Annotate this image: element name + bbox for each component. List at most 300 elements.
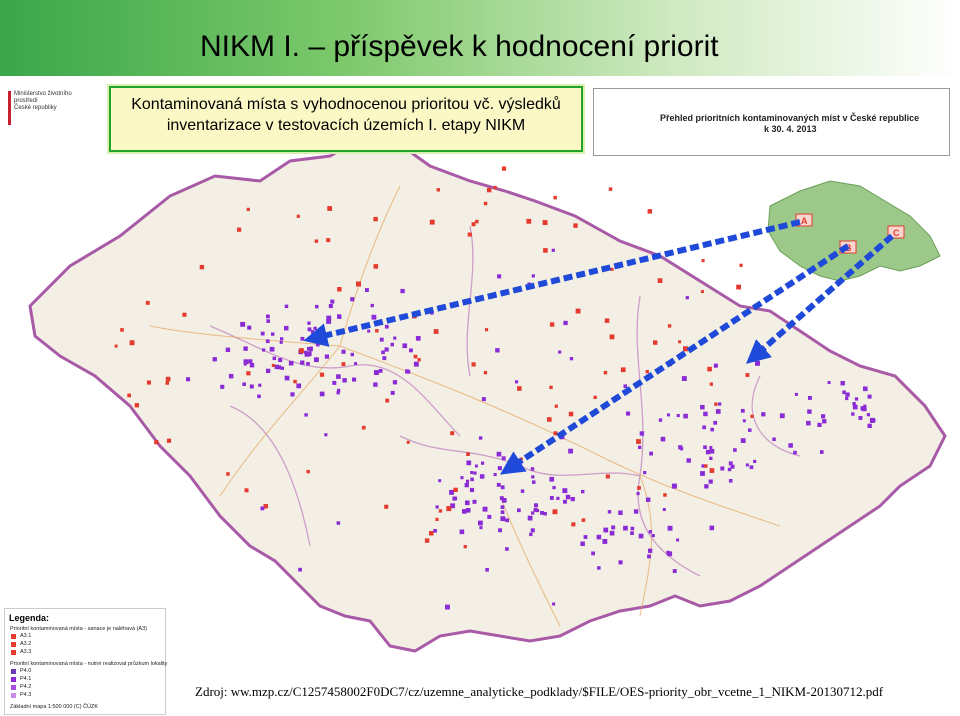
- site-marker: [501, 485, 505, 489]
- site-marker: [743, 419, 746, 422]
- site-marker: [591, 552, 595, 556]
- site-marker: [393, 337, 396, 340]
- site-marker: [540, 511, 544, 515]
- site-marker: [639, 534, 644, 539]
- site-marker: [146, 301, 150, 305]
- site-marker: [497, 274, 501, 278]
- site-marker: [324, 433, 327, 436]
- site-marker: [862, 406, 867, 411]
- site-marker: [266, 315, 270, 319]
- site-marker: [807, 409, 811, 413]
- site-marker: [646, 498, 650, 502]
- site-marker: [611, 526, 615, 530]
- page-title: NIKM I. – příspěvek k hodnocení priorit: [200, 30, 719, 63]
- site-marker: [429, 531, 434, 536]
- site-marker: [556, 497, 559, 500]
- site-marker: [285, 376, 290, 381]
- site-marker: [534, 503, 538, 507]
- site-marker: [851, 412, 854, 415]
- site-marker: [609, 187, 613, 191]
- site-marker: [246, 371, 250, 375]
- site-marker: [307, 351, 312, 356]
- overview-title: Přehled prioritních kontaminovaných míst v České republice: [660, 113, 920, 123]
- site-marker: [563, 321, 567, 325]
- site-marker: [484, 202, 487, 205]
- site-marker: [570, 357, 573, 360]
- site-marker: [391, 343, 395, 347]
- site-marker: [391, 391, 395, 395]
- site-marker: [229, 374, 234, 379]
- site-marker: [517, 508, 521, 512]
- site-marker: [581, 490, 584, 493]
- site-marker: [409, 348, 413, 352]
- site-marker: [703, 445, 707, 449]
- site-marker: [750, 465, 754, 469]
- site-marker: [663, 508, 666, 511]
- site-marker: [326, 238, 330, 242]
- site-marker: [266, 339, 270, 343]
- site-marker: [624, 384, 628, 388]
- site-marker: [350, 297, 354, 301]
- site-marker: [465, 501, 470, 506]
- site-marker: [733, 448, 737, 452]
- site-marker: [653, 340, 657, 344]
- site-marker: [468, 233, 472, 237]
- site-marker: [569, 412, 574, 417]
- logo-line2: České republiky: [14, 105, 57, 111]
- site-marker: [414, 362, 419, 367]
- site-marker: [470, 471, 473, 474]
- site-marker: [643, 471, 646, 474]
- site-marker: [135, 403, 139, 407]
- site-marker: [470, 488, 474, 492]
- site-marker: [352, 378, 356, 382]
- site-marker: [342, 350, 346, 354]
- site-marker: [337, 521, 341, 525]
- site-marker: [250, 363, 254, 367]
- site-marker: [845, 397, 848, 400]
- site-marker: [342, 362, 346, 366]
- site-marker: [580, 542, 585, 547]
- site-marker: [307, 470, 310, 473]
- site-marker: [500, 516, 505, 521]
- site-marker: [663, 493, 667, 497]
- site-marker: [553, 196, 557, 200]
- site-marker: [714, 364, 718, 368]
- site-marker: [494, 473, 497, 476]
- site-marker: [795, 393, 798, 396]
- site-marker: [284, 326, 289, 331]
- legend-item-a33: A3.3: [20, 649, 32, 655]
- site-marker: [362, 426, 366, 430]
- site-marker: [552, 486, 555, 489]
- site-marker: [186, 377, 190, 381]
- site-marker: [680, 447, 683, 450]
- site-marker: [330, 300, 334, 304]
- site-marker: [498, 466, 502, 470]
- site-marker: [404, 344, 407, 347]
- site-marker: [631, 527, 635, 531]
- site-marker: [702, 426, 706, 430]
- site-marker: [244, 363, 247, 366]
- site-marker: [761, 412, 765, 416]
- site-marker: [462, 509, 467, 514]
- site-marker: [648, 209, 653, 214]
- site-marker: [487, 188, 491, 192]
- site-marker: [289, 361, 294, 366]
- site-marker: [271, 332, 274, 335]
- legend-item-p40: P4.0: [20, 668, 32, 674]
- site-marker: [780, 413, 785, 418]
- site-marker: [414, 355, 418, 359]
- site-marker: [618, 511, 623, 516]
- site-marker: [626, 412, 630, 416]
- inset-label-a: A: [801, 216, 808, 226]
- site-marker: [325, 355, 329, 359]
- site-marker: [606, 474, 610, 478]
- site-marker: [301, 337, 305, 341]
- site-marker: [261, 332, 265, 336]
- site-marker: [710, 526, 715, 531]
- site-marker: [483, 507, 488, 512]
- site-marker: [683, 414, 688, 419]
- site-marker: [434, 329, 439, 334]
- site-marker: [326, 316, 331, 321]
- site-marker: [740, 264, 743, 267]
- legend-item-a32: A3.2: [20, 641, 32, 647]
- site-marker: [460, 476, 463, 479]
- site-marker: [584, 535, 588, 539]
- site-marker: [381, 351, 385, 355]
- site-marker: [418, 358, 421, 361]
- site-marker: [562, 488, 567, 493]
- site-marker: [306, 362, 310, 366]
- site-marker: [380, 338, 384, 342]
- site-marker: [558, 351, 561, 354]
- site-marker: [700, 471, 705, 476]
- site-marker: [716, 409, 721, 414]
- site-marker: [528, 516, 533, 521]
- site-marker: [753, 460, 756, 463]
- site-marker: [529, 533, 532, 536]
- site-marker: [285, 305, 289, 309]
- site-marker: [384, 505, 388, 509]
- site-marker: [261, 507, 265, 511]
- site-marker: [605, 529, 608, 532]
- site-marker: [704, 484, 708, 488]
- site-marker: [120, 328, 124, 332]
- legend-swatch-p42: [11, 685, 16, 690]
- site-marker: [237, 228, 241, 232]
- site-marker: [772, 438, 776, 442]
- site-marker: [480, 474, 485, 479]
- site-marker: [502, 456, 506, 460]
- site-marker: [582, 518, 586, 522]
- site-marker: [605, 318, 610, 323]
- site-marker: [497, 452, 502, 457]
- site-marker: [320, 373, 324, 377]
- site-marker: [242, 382, 246, 386]
- site-marker: [375, 329, 379, 333]
- site-marker: [466, 461, 471, 466]
- site-marker: [806, 421, 811, 426]
- site-marker: [342, 378, 346, 382]
- site-marker: [248, 359, 252, 363]
- site-marker: [571, 497, 575, 501]
- site-marker: [720, 467, 724, 471]
- site-marker: [479, 526, 482, 529]
- site-marker: [550, 496, 554, 500]
- site-marker: [630, 531, 634, 535]
- site-marker: [532, 480, 536, 484]
- site-marker: [604, 371, 608, 375]
- subtitle-line1: Kontaminovaná místa s vyhodnocenou prioritou vč. výsledků: [131, 96, 561, 113]
- site-marker: [304, 413, 307, 416]
- site-marker: [313, 327, 316, 330]
- site-marker: [872, 419, 875, 422]
- legend-title: Legenda:: [9, 613, 50, 623]
- site-marker: [465, 483, 469, 487]
- site-marker: [746, 373, 750, 377]
- site-marker: [515, 380, 518, 383]
- site-marker: [868, 395, 872, 399]
- site-marker: [552, 603, 555, 606]
- site-marker: [741, 438, 746, 443]
- site-marker: [531, 467, 534, 470]
- site-marker: [700, 405, 705, 410]
- site-marker: [845, 393, 849, 397]
- site-marker: [438, 479, 441, 482]
- site-marker: [485, 568, 489, 572]
- site-marker: [652, 534, 655, 537]
- site-marker: [817, 423, 821, 427]
- site-marker: [382, 356, 386, 360]
- site-marker: [741, 409, 745, 413]
- site-marker: [299, 348, 304, 353]
- site-marker: [475, 220, 479, 224]
- site-marker: [788, 443, 793, 448]
- site-marker: [472, 222, 476, 226]
- site-marker: [166, 381, 170, 385]
- site-marker: [505, 547, 509, 551]
- site-marker: [543, 220, 548, 225]
- site-marker: [445, 605, 450, 610]
- site-marker: [147, 381, 151, 385]
- site-marker: [531, 511, 534, 514]
- site-marker: [308, 327, 312, 331]
- legend-swatch-a32: [11, 642, 16, 647]
- site-marker: [728, 468, 732, 472]
- site-marker: [748, 428, 752, 432]
- site-marker: [385, 399, 389, 403]
- site-marker: [281, 367, 284, 370]
- site-marker: [437, 188, 440, 191]
- site-marker: [240, 322, 245, 327]
- site-marker: [336, 374, 341, 379]
- site-marker: [676, 539, 679, 542]
- site-marker: [550, 322, 554, 326]
- site-marker: [393, 380, 397, 384]
- site-marker: [374, 264, 379, 269]
- site-marker: [372, 315, 377, 320]
- site-marker: [710, 449, 715, 454]
- site-marker: [300, 361, 304, 365]
- site-marker: [714, 403, 717, 406]
- site-marker: [466, 480, 469, 483]
- site-marker: [213, 357, 217, 361]
- site-marker: [332, 381, 336, 385]
- site-marker: [718, 402, 721, 405]
- site-marker: [226, 472, 230, 476]
- site-marker: [297, 215, 300, 218]
- site-marker: [277, 365, 281, 369]
- site-marker: [808, 396, 812, 400]
- site-marker: [327, 206, 332, 211]
- site-marker: [351, 353, 354, 356]
- site-marker: [293, 380, 297, 384]
- site-marker: [280, 341, 283, 344]
- site-marker: [709, 480, 713, 484]
- site-marker: [636, 439, 641, 444]
- site-marker: [647, 555, 651, 559]
- legend-item-p43: P4.3: [20, 692, 32, 698]
- site-marker: [166, 377, 171, 382]
- site-marker: [257, 395, 261, 399]
- site-marker: [678, 340, 681, 343]
- site-marker: [543, 248, 548, 253]
- legend-swatch-a33: [11, 650, 16, 655]
- site-marker: [354, 362, 357, 365]
- site-marker: [466, 452, 470, 456]
- site-marker: [820, 450, 824, 454]
- site-marker: [649, 452, 653, 456]
- site-marker: [309, 348, 313, 352]
- site-marker: [842, 391, 846, 395]
- inset-map: [768, 181, 940, 281]
- site-marker: [472, 362, 476, 366]
- site-marker: [672, 484, 677, 489]
- site-marker: [460, 530, 465, 535]
- site-marker: [668, 526, 673, 531]
- site-marker: [473, 500, 477, 504]
- site-marker: [464, 545, 467, 548]
- site-marker: [563, 500, 567, 504]
- site-marker: [475, 465, 478, 468]
- site-marker: [552, 249, 555, 252]
- site-marker: [710, 383, 713, 386]
- title-bar: [0, 0, 960, 76]
- site-marker: [484, 371, 487, 374]
- site-marker: [677, 414, 680, 417]
- site-marker: [502, 167, 506, 171]
- site-marker: [566, 495, 571, 500]
- site-marker: [247, 326, 251, 330]
- site-marker: [127, 394, 131, 398]
- site-marker: [337, 287, 342, 292]
- subtitle-box: [109, 86, 583, 152]
- site-marker: [637, 486, 641, 490]
- site-marker: [498, 528, 502, 532]
- site-marker: [729, 479, 733, 483]
- site-marker: [479, 436, 482, 439]
- site-marker: [602, 539, 607, 544]
- site-marker: [266, 319, 270, 323]
- source-citation: Zdroj: ww.mzp.cz/C1257458002F0DC7/cz/uzemne_analyticke_podklady/$FILE/OES-priority_obr_vcetne_1_NIKM-20130712.pdf: [195, 684, 884, 699]
- site-marker: [623, 526, 628, 531]
- site-marker: [416, 336, 421, 341]
- site-marker: [648, 549, 652, 553]
- site-marker: [549, 386, 552, 389]
- site-marker: [531, 528, 535, 532]
- site-marker: [710, 468, 715, 473]
- site-marker: [385, 347, 389, 351]
- site-marker: [329, 304, 333, 308]
- site-marker: [521, 489, 525, 493]
- legend: [4, 608, 166, 715]
- site-marker: [704, 464, 707, 467]
- site-marker: [701, 290, 704, 293]
- site-marker: [707, 367, 712, 372]
- site-marker: [452, 497, 456, 501]
- legend-basemap: Základní mapa 1:500 000 (C) ČÚZK: [10, 704, 99, 710]
- site-marker: [258, 384, 261, 387]
- site-marker: [311, 335, 315, 339]
- site-marker: [611, 268, 614, 271]
- site-marker: [597, 535, 602, 540]
- site-marker: [668, 324, 671, 327]
- site-marker: [374, 370, 379, 375]
- site-marker: [154, 440, 158, 444]
- site-marker: [649, 530, 652, 533]
- site-marker: [273, 357, 277, 361]
- site-marker: [337, 391, 340, 394]
- site-marker: [320, 392, 325, 397]
- site-marker: [532, 274, 535, 277]
- site-marker: [130, 340, 135, 345]
- site-marker: [478, 521, 483, 526]
- site-marker: [555, 405, 558, 408]
- site-marker: [433, 529, 437, 533]
- site-marker: [619, 560, 623, 564]
- site-marker: [822, 419, 826, 423]
- site-marker: [373, 217, 377, 221]
- site-marker: [750, 415, 753, 418]
- site-marker: [298, 568, 302, 572]
- site-marker: [702, 259, 705, 262]
- site-marker: [855, 397, 858, 400]
- site-marker: [853, 405, 858, 410]
- site-marker: [868, 424, 872, 428]
- site-marker: [473, 472, 476, 475]
- site-marker: [316, 343, 320, 347]
- site-marker: [220, 385, 224, 389]
- site-marker: [266, 369, 270, 373]
- site-marker: [487, 515, 491, 519]
- site-marker: [746, 463, 749, 466]
- site-marker: [379, 369, 383, 373]
- site-marker: [226, 348, 230, 352]
- site-marker: [610, 531, 615, 536]
- site-marker: [610, 335, 615, 340]
- site-marker: [367, 330, 370, 333]
- site-marker: [828, 381, 831, 384]
- site-marker: [250, 385, 254, 389]
- site-marker: [430, 220, 435, 225]
- ministry-logo: [8, 91, 84, 125]
- site-marker: [365, 288, 369, 292]
- site-marker: [494, 186, 497, 189]
- site-marker: [167, 439, 171, 443]
